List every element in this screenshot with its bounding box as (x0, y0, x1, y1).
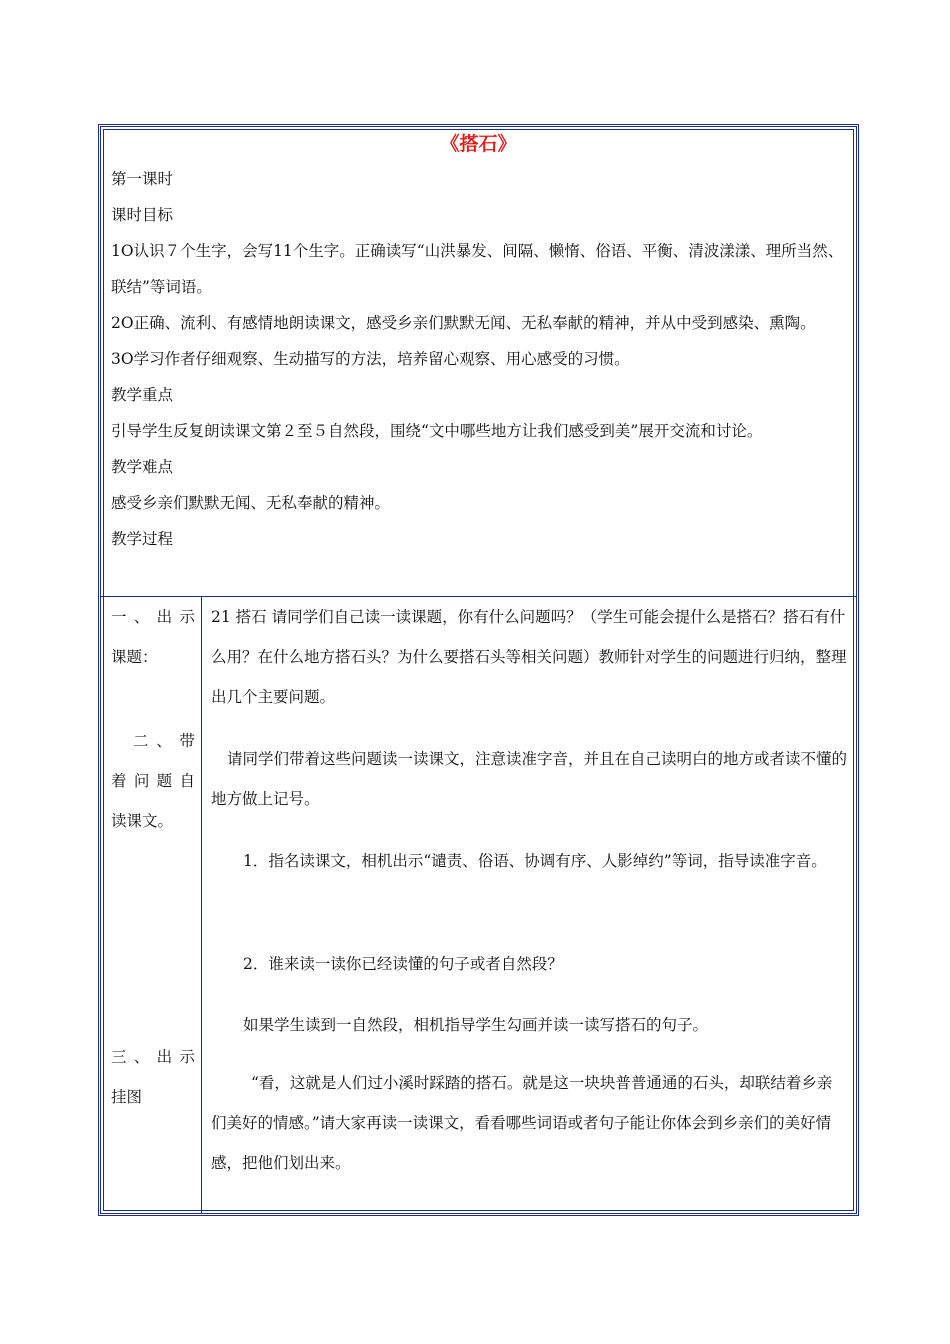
difficulties-text: 感受乡亲们默默无闻、无私奉献的精神。 (111, 494, 391, 512)
content-paragraph-2: 请同学们带着这些问题读一读课文，注意读准字音，并且在自己读明白的地方或者读不懂的地方做上记号。 (211, 750, 848, 808)
step-2-label: 二 、 带 着 问 题 自 读课文。 (111, 732, 195, 830)
process-heading: 教学过程 (111, 530, 174, 548)
content-paragraph-3: 1．指名读课文，相机出示“谴责、俗语、协调有序、人影绰约”等词，指导读准字音。 (243, 852, 827, 870)
difficulties-heading: 教学难点 (111, 458, 174, 476)
step-3-label: 三 、 出 示 挂图 (111, 1048, 195, 1106)
objective-2: 2O正确、流利、有感情地朗读课文，感受乡亲们默默无闻、无私奉献的精神，并从中受到感染、熏陶。 (111, 314, 816, 332)
step-1-label: 一 、 出 示 课题： (111, 608, 195, 666)
content-paragraph-4: 2．谁来读一读你已经读懂的句子或者自然段？ (243, 955, 563, 973)
key-points-heading: 教学重点 (111, 386, 174, 404)
lesson-table (98, 124, 859, 1216)
key-points-text: 引导学生反复朗读课文第２至５自然段，围绕“文中哪些地方让我们感受到美”展开交流和讨论。 (111, 422, 763, 440)
content-paragraph-5: 如果学生读到一自然段，相机指导学生勾画并读一读写搭石的句子。 (243, 1016, 709, 1034)
column-divider (201, 596, 202, 1213)
lesson-title: 《搭石》 (440, 133, 517, 155)
content-paragraph-1: 21 搭石 请同学们自己读一读课题，你有什么问题吗？（学生可能会提什么是搭石？搭石有什么用？在什么地方搭石头？为什么要搭石头等相关问题）教师针对学生的问题进行归纳，整理出几个主要问题。 (211, 608, 847, 706)
objective-1: 1O认识７个生字，会写11个生字。正确读写“山洪暴发、间隔、懒惰、俗语、平衡、清波漾漾、理所当然、联结”等词语。 (111, 242, 844, 296)
lesson-period: 第一课时 (111, 170, 174, 188)
content-paragraph-6: “看，这就是人们过小溪时踩踏的搭石。就是这一块块普普通通的石头，却联结着乡亲们美好的情感。”请大家再读一读课文，看看哪些词语或者句子能让你体会到乡亲们的美好情感，把他们划出来。 (211, 1074, 833, 1172)
objectives-heading: 课时目标 (111, 206, 174, 224)
lesson-header (111, 161, 849, 557)
objective-3: 3O学习作者仔细观察、生动描写的方法，培养留心观察、用心感受的习惯。 (111, 350, 630, 368)
